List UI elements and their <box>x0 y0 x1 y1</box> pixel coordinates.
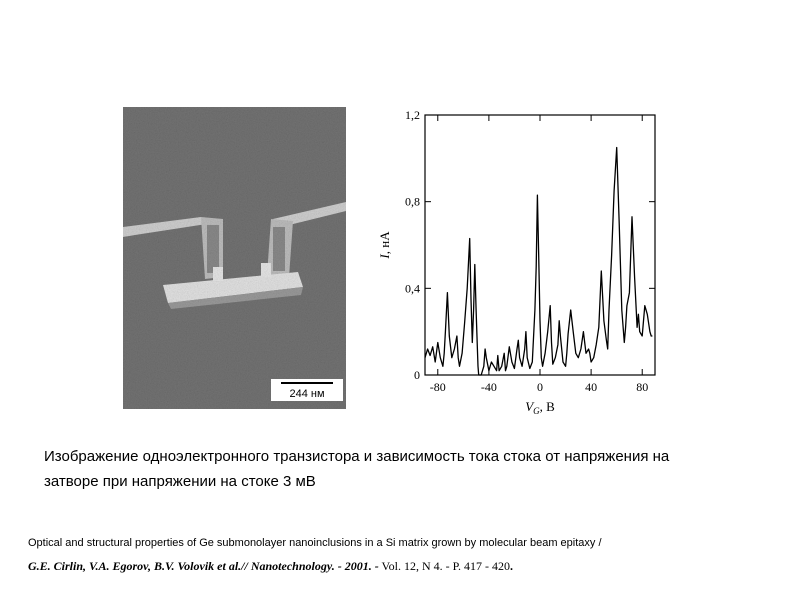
x-axis-var: V <box>525 399 534 414</box>
x-axis-sub: G <box>533 406 540 416</box>
x-tick-label: 40 <box>585 380 598 394</box>
y-tick-label: 0 <box>414 368 420 382</box>
micrograph-image <box>123 107 346 409</box>
reference-citation <box>28 559 788 574</box>
x-axis-unit: , В <box>539 399 555 414</box>
reference-authors: G.E. Cirlin, V.A. Egorov, B.V. Volovik et al.// Nanotechnology. - 2001. - <box>28 559 379 573</box>
tick-group <box>405 108 655 394</box>
chart-svg <box>370 100 670 420</box>
reference-title: Optical and structural properties of Ge submonolayer nanoinclusions in a Si matrix grown by molecular beam epitaxy / <box>28 537 602 549</box>
reference-details: Vol. 12, N 4. - P. 417 - 420 <box>378 559 510 573</box>
x-tick-label: -40 <box>480 380 497 394</box>
x-axis-title <box>525 399 555 416</box>
y-axis-unit: , нА <box>377 231 392 255</box>
y-axis-title <box>377 231 392 260</box>
current-vs-gate-voltage-chart <box>370 100 670 420</box>
x-tick-label: 0 <box>537 380 543 394</box>
y-tick-label: 0,4 <box>405 281 420 296</box>
y-tick-label: 0,8 <box>405 194 420 209</box>
sem-micrograph <box>123 107 346 409</box>
reference-end: . <box>509 559 513 573</box>
y-tick-label: 1,2 <box>405 108 420 122</box>
series-line <box>425 148 652 376</box>
x-tick-label: -80 <box>429 380 446 394</box>
y-axis-var: I <box>377 254 392 259</box>
figure-caption: Изображение одноэлектронного транзистора и зависимость тока стока от напряжения на затворе при напряжении на стоке 3 мВ <box>44 448 670 490</box>
x-tick-label: 80 <box>636 380 649 394</box>
scale-bar-label: 244 нм <box>289 388 325 400</box>
